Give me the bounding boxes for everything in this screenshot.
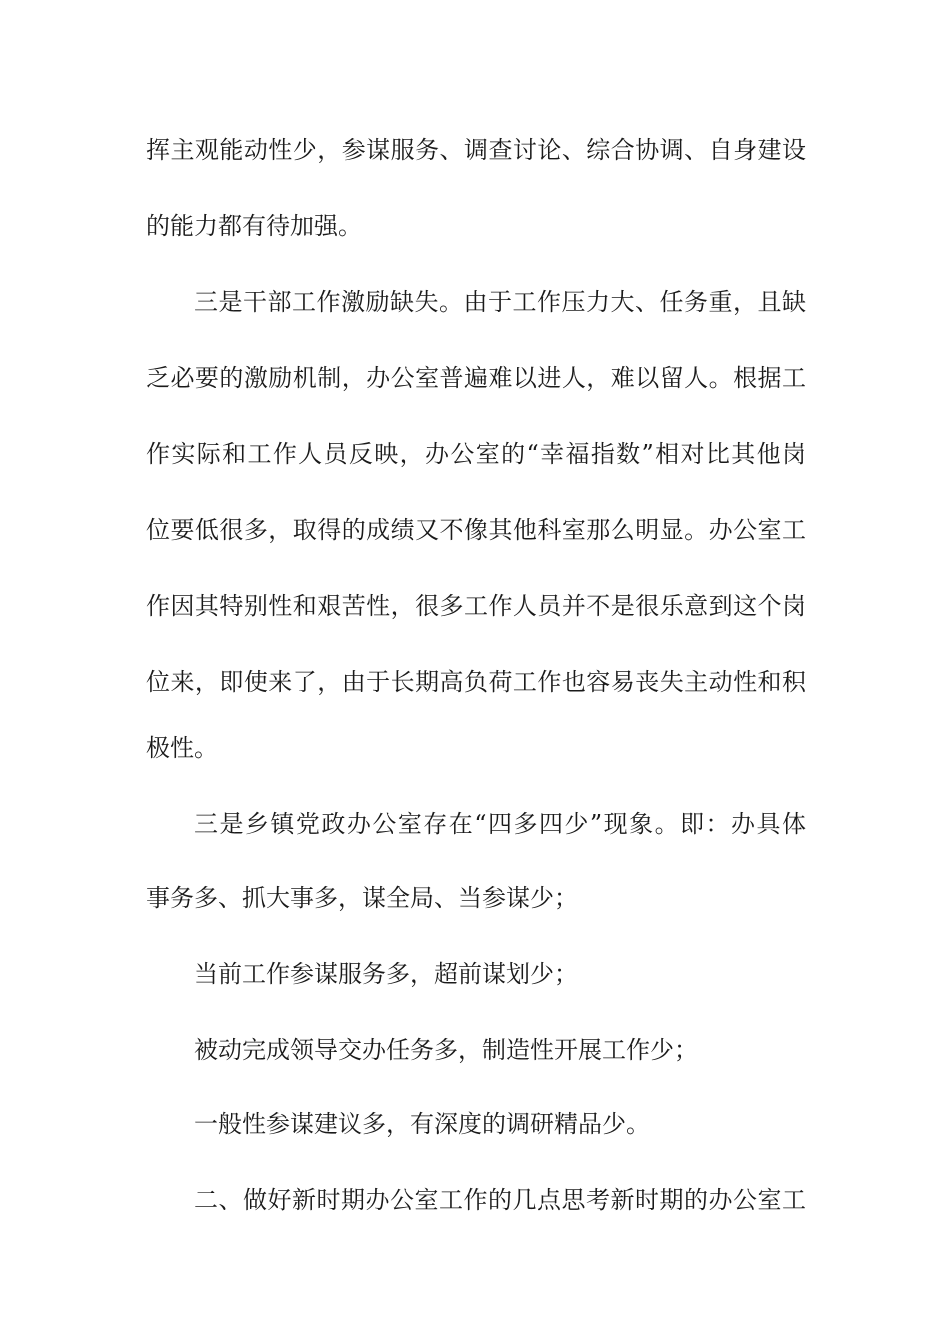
paragraph-first-line: 被动完成领导交办任务多，制造性开展工作少； [194,1036,698,1064]
text-line: 的能力都有待加强。 [146,212,362,240]
section-heading-line: 二、做好新时期办公室工作的几点思考新时期的办公室工 [194,1186,806,1214]
paragraph-first-line: 三是乡镇党政办公室存在“四多四少”现象。即：办具体 [194,810,806,838]
paragraph-first-line: 三是干部工作激励缺失。由于工作压力大、任务重，且缺 [194,288,806,316]
text-line: 作因其特别性和艰苦性，很多工作人员并不是很乐意到这个岗 [146,592,806,620]
text-line: 乏必要的激励机制，办公室普遍难以进人，难以留人。根据工 [146,364,806,392]
text-line: 作实际和工作人员反映，办公室的“幸福指数”相对比其他岗 [146,440,806,468]
text-line: 位来，即使来了，由于长期高负荷工作也容易丧失主动性和积 [146,668,806,696]
paragraph-first-line: 一般性参谋建议多，有深度的调研精品少。 [194,1110,650,1138]
text-line: 位要低很多，取得的成绩又不像其他科室那么明显。办公室工 [146,516,806,544]
text-line: 挥主观能动性少，参谋服务、调查讨论、综合协调、自身建设 [146,136,806,164]
text-line: 极性。 [146,734,218,762]
paragraph-first-line: 当前工作参谋服务多，超前谋划少； [194,960,578,988]
text-line: 事务多、抓大事多，谋全局、当参谋少； [146,884,578,912]
